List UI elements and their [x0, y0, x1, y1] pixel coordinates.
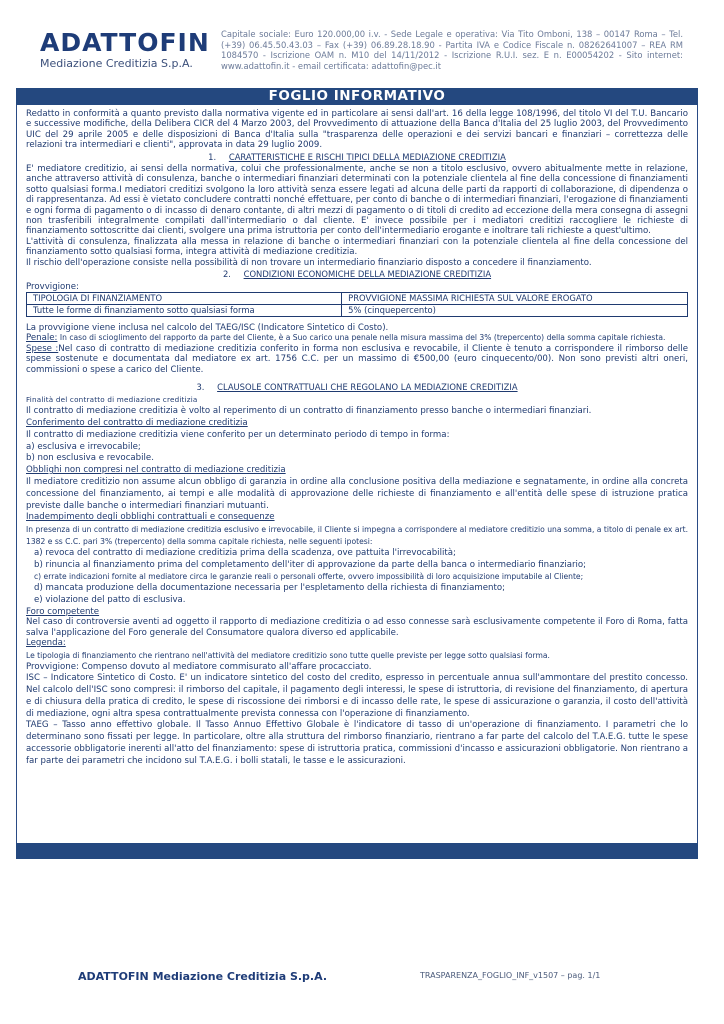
footer-company: Mediazione Creditizia S.p.A.	[152, 970, 328, 983]
inadempimento-title: Inadempimento degli obblighi contrattuali e conseguenze	[26, 512, 275, 523]
list-item: b) non esclusiva e revocabile.	[26, 453, 154, 464]
list-item: e) violazione del patto di esclusiva.	[34, 594, 186, 605]
conferimento-text: Il contratto di mediazione creditizia viene conferito per un determinato periodo di tempo in forma:	[26, 429, 450, 440]
conferimento-title: Conferimento del contratto di mediazione creditizia	[26, 417, 248, 428]
legenda-item: Provvigione: Compenso dovuto al mediatore commisurato all'affare procacciato.	[26, 661, 372, 672]
document-title: FOGLIO INFORMATIVO	[16, 88, 698, 105]
company-info: Capitale sociale: Euro 120.000,00 i.v. - Sede Legale e operativa: Via Tito Omboni, 138 – 00147 Roma – Tel. (+39) 06.45.50.43.03 – Fax (+39) 06.89.28.18.90 - Partita IVA e Codice Fiscale n. 08262641007 – REA RM 1084570 - Iscrizione OAM n. M10 del 14/11/2012 - Iscrizione R.U.I. sez. E n. E00054202 - Sito internet: www.adattofin.it - email certificata: adattofin@pec.it	[221, 29, 683, 71]
legenda-title: Legenda:	[26, 637, 66, 648]
table-row	[27, 304, 688, 316]
page-header	[0, 22, 724, 82]
legenda-item: ISC – Indicatore Sintetico di Costo. E' un indicatore sintetico del costo del credito, espresso in percentuale annua sull'ammontare del prestito concesso. Nel calcolo dell'ISC sono compresi: il rimborso del capitale, il pagamento degli interessi, le spese di istruttoria, di revisione del finanziamento, di apertura e di chiusura della pratica di credito, le spese di riscossione dei rimborsi e di incasso delle rate, le spese di assicurazione o garanzia, il costo dell'attività di mediazione, ogni altra spesa contrattualmente prevista connessa con l'operazione di finanziamento.	[26, 673, 688, 719]
finalita-text: Il contratto di mediazione creditizia è volto al reperimento di un contratto di finanziamento presso banche o intermediari finanziari.	[26, 406, 592, 417]
table-cell: 5% (cinquepercento)	[342, 304, 688, 316]
company-subtitle: Mediazione Creditizia S.p.A.	[40, 57, 193, 70]
document-body	[26, 109, 688, 768]
section-2-heading	[26, 269, 688, 279]
table-row	[27, 292, 688, 304]
section-title: CARATTERISTICHE E RISCHI TIPICI DELLA MEDIAZIONE CREDITIZIA	[228, 151, 506, 162]
footer-logo-text: ADATTOFIN	[78, 970, 149, 983]
section-3-body	[26, 394, 688, 606]
page-footer	[78, 970, 698, 984]
section-number: 1.	[208, 151, 217, 162]
list-item: a) revoca del contratto di mediazione creditizia prima della scadenza, ove pattuita l'irrevocabilità;	[34, 547, 456, 558]
conferimento-list	[26, 442, 688, 466]
section-number: 2.	[222, 269, 231, 280]
obblighi-title: Obblighi non compresi nel contratto di mediazione creditizia	[26, 465, 286, 476]
table-header-cell: PROVVIGIONE MASSIMA RICHIESTA SUL VALORE EROGATO	[342, 292, 688, 304]
spese-text: Nel caso di contratto di mediazione creditizia conferito in forma non esclusiva e revocabile, il Cliente è tenuto a corrispondere il rimborso delle spese sostenute e documentata dal mediatore ex art. 1756 C.C. per un massimo di €500,00 (euro cinquecento/00). Non sono previsti altri oneri, commissioni o spese a carico del Cliente.	[26, 343, 688, 375]
list-item: a) esclusiva e irrevocabile;	[26, 441, 141, 452]
provvigione-note: La provvigione viene inclusa nel calcolo del TAEG/ISC (Indicatore Sintetico di Costo).	[26, 322, 389, 333]
inadempimento-list	[26, 548, 688, 607]
penale-label: Penale:	[26, 333, 58, 344]
section-1-paragraph-2: L'attività di consulenza, finalizzata alla messa in relazione di banche o intermediari finanziari con la potenziale clientela al fine della concessione del finanziamento sotto qualsiasi forma, integra attività di mediazione creditizia.	[26, 236, 688, 258]
document-bottom-bar	[16, 843, 698, 859]
section-3-heading	[26, 382, 688, 392]
list-item: b) rinuncia al finanziamento prima del completamento dell'iter di approvazione da parte della banca o intermediario finanziario;	[34, 559, 587, 570]
spese-label: Spese :	[26, 343, 59, 354]
section-1-paragraph-1: E' mediatore creditizio, ai sensi della normativa, colui che professionalmente, anche se non a titolo esclusivo, ovvero abitualmente mette in relazione, anche attraverso attività di consulenza, banche o intermediari finanziari determinati con la potenziale clientela al fine della concessione di finanziamenti sotto qualsiasi forma.I mediatori creditizi svolgono la loro attività senza essere legati ad alcuna delle parti da rapporti di collaborazione, di dipendenza o di rappresentanza. Ad essi è vietato concludere contratti nonché effettuare, per conto di banche o di intermediari finanziari, l'erogazione di finanziamenti e ogni forma di pagamento o di incasso di denaro contante, di altri mezzi di pagamento o di titoli di credito ad eccezione della mera consegna di assegni non trasferibili integralmente compilati dall'intermediario o dal cliente. E' invece possibile per i mediatori creditizi raccogliere le richieste di finanziamento sottoscritte dai clienti, svolgere una prima istruttoria per conto dell'intermediario erogante e inoltrare tali richieste a quest'ultimo.	[26, 164, 688, 237]
table-cell: Tutte le forme di finanziamento sotto qualsiasi forma	[27, 304, 342, 316]
footer-logo	[78, 970, 327, 983]
inadempimento-text: In presenza di un contratto di mediazione creditizia esclusivo e irrevocabile, il Cliente si impegna a corrispondere al mediatore creditizio una somma, a titolo di penale ex art. 1382 e ss C.C. pari 3% (trepercento) della somma capitale richiesta, nelle seguenti ipotesi:	[26, 525, 688, 546]
list-item: c) errate indicazioni fornite al mediatore circa le garanzie reali o personali offerte, ovvero impossibilità di loro acquisizione imputabile al Cliente;	[34, 572, 584, 582]
spese-paragraph	[26, 344, 688, 375]
list-item: d) mancata produzione della documentazione necessaria per l'espletamento della richiesta di finanziamento;	[34, 583, 506, 594]
foro-text: Nel caso di controversie aventi ad oggetto il rapporto di mediazione creditizia o ad esso connesse sarà esclusivamente competente il Foro di Roma, fatta salva l'applicazione del Foro generale del Consumatore qualora diverso ed applicabile.	[26, 617, 688, 638]
obblighi-text: Il mediatore creditizio non assume alcun obbligo di garanzia in ordine alla conclusione positiva della mediazione e segnatamente, in ordine alla concreta concessione del finanziamento, ai tempi e alle modalità di approvazione delle richieste di finanziamento e all'entità delle spese di istruzione pratica previste dalle banche o intermediari finanziari mutuanti.	[26, 476, 688, 511]
penale-paragraph	[26, 333, 688, 343]
fees-table	[26, 292, 688, 317]
table-header-cell: TIPOLOGIA DI FINANZIAMENTO	[27, 292, 342, 304]
finalita-title: Finalità del contratto di mediazione creditizia	[26, 395, 198, 405]
section-title: CONDIZIONI ECONOMICHE DELLA MEDIAZIONE CREDITIZIA	[243, 269, 492, 280]
legenda-item: Le tipologia di finanziamento che rientrano nell'attività del mediatore creditizio sono tutte quelle previste per legge sotto qualsiasi forma.	[26, 650, 550, 660]
section-title: CLAUSOLE CONTRATTUALI CHE REGOLANO LA MEDIAZIONE CREDITIZIA	[217, 381, 518, 392]
legenda-block	[26, 638, 688, 768]
section-1-paragraph-3: Il rischio dell'operazione consiste nella possibilità di non trovare un intermediario finanziario disposto a concedere il finanziamento.	[26, 257, 592, 268]
section-number: 3.	[196, 381, 205, 392]
footer-doc-code: TRASPARENZA_FOGLIO_INF_v1507 – pag. 1/1	[420, 971, 601, 980]
company-logo: ADATTOFIN	[40, 28, 210, 57]
provvigione-label: Provvigione:	[26, 281, 79, 292]
legenda-item: TAEG – Tasso anno effettivo globale. Il Tasso Annuo Effettivo Globale è l'indicatore di tasso di un'operazione di finanziamento. I parametri che lo determinano sono fissati per legge. In particolare, oltre alla struttura del rimborso finanziario, rientrano a far parte del calcolo del T.A.E.G. tutte le spese accessorie obbligatorie inerenti all'atto del finanziamento: spese di istruttoria pratica, commissioni d'incasso e assicurazioni obbligatorie. Non rientrano a far parte dei parametri che incidono sul T.A.E.G. i bolli statali, le tasse e le assicurazioni.	[26, 720, 688, 766]
intro-paragraph: Redatto in conformità a quanto previsto dalla normativa vigente ed in particolare ai sensi dall'art. 16 della legge 108/1996, del titolo VI del T.U. Bancario e successive modifiche, della Delibera CICR del 4 Marzo 2003, del Provvedimento di attuazione della Banca d'Italia del 25 luglio 2003, del Provvedimento UIC del 29 aprile 2005 e delle disposizioni di Banca d'Italia sulla "trasparenza delle operazioni e dei servizi bancari e finanziari – correttezza delle relazioni tra intermediari e clienti", approvata in data 29 luglio 2009.	[26, 109, 688, 151]
section-1-heading	[26, 152, 688, 162]
foro-title: Foro competente	[26, 606, 100, 617]
penale-text: In caso di scioglimento del rapporto da parte del Cliente, è a Suo carico una penale nella misura massima del 3% (trepercento) della somma capitale richiesta.	[57, 333, 666, 343]
